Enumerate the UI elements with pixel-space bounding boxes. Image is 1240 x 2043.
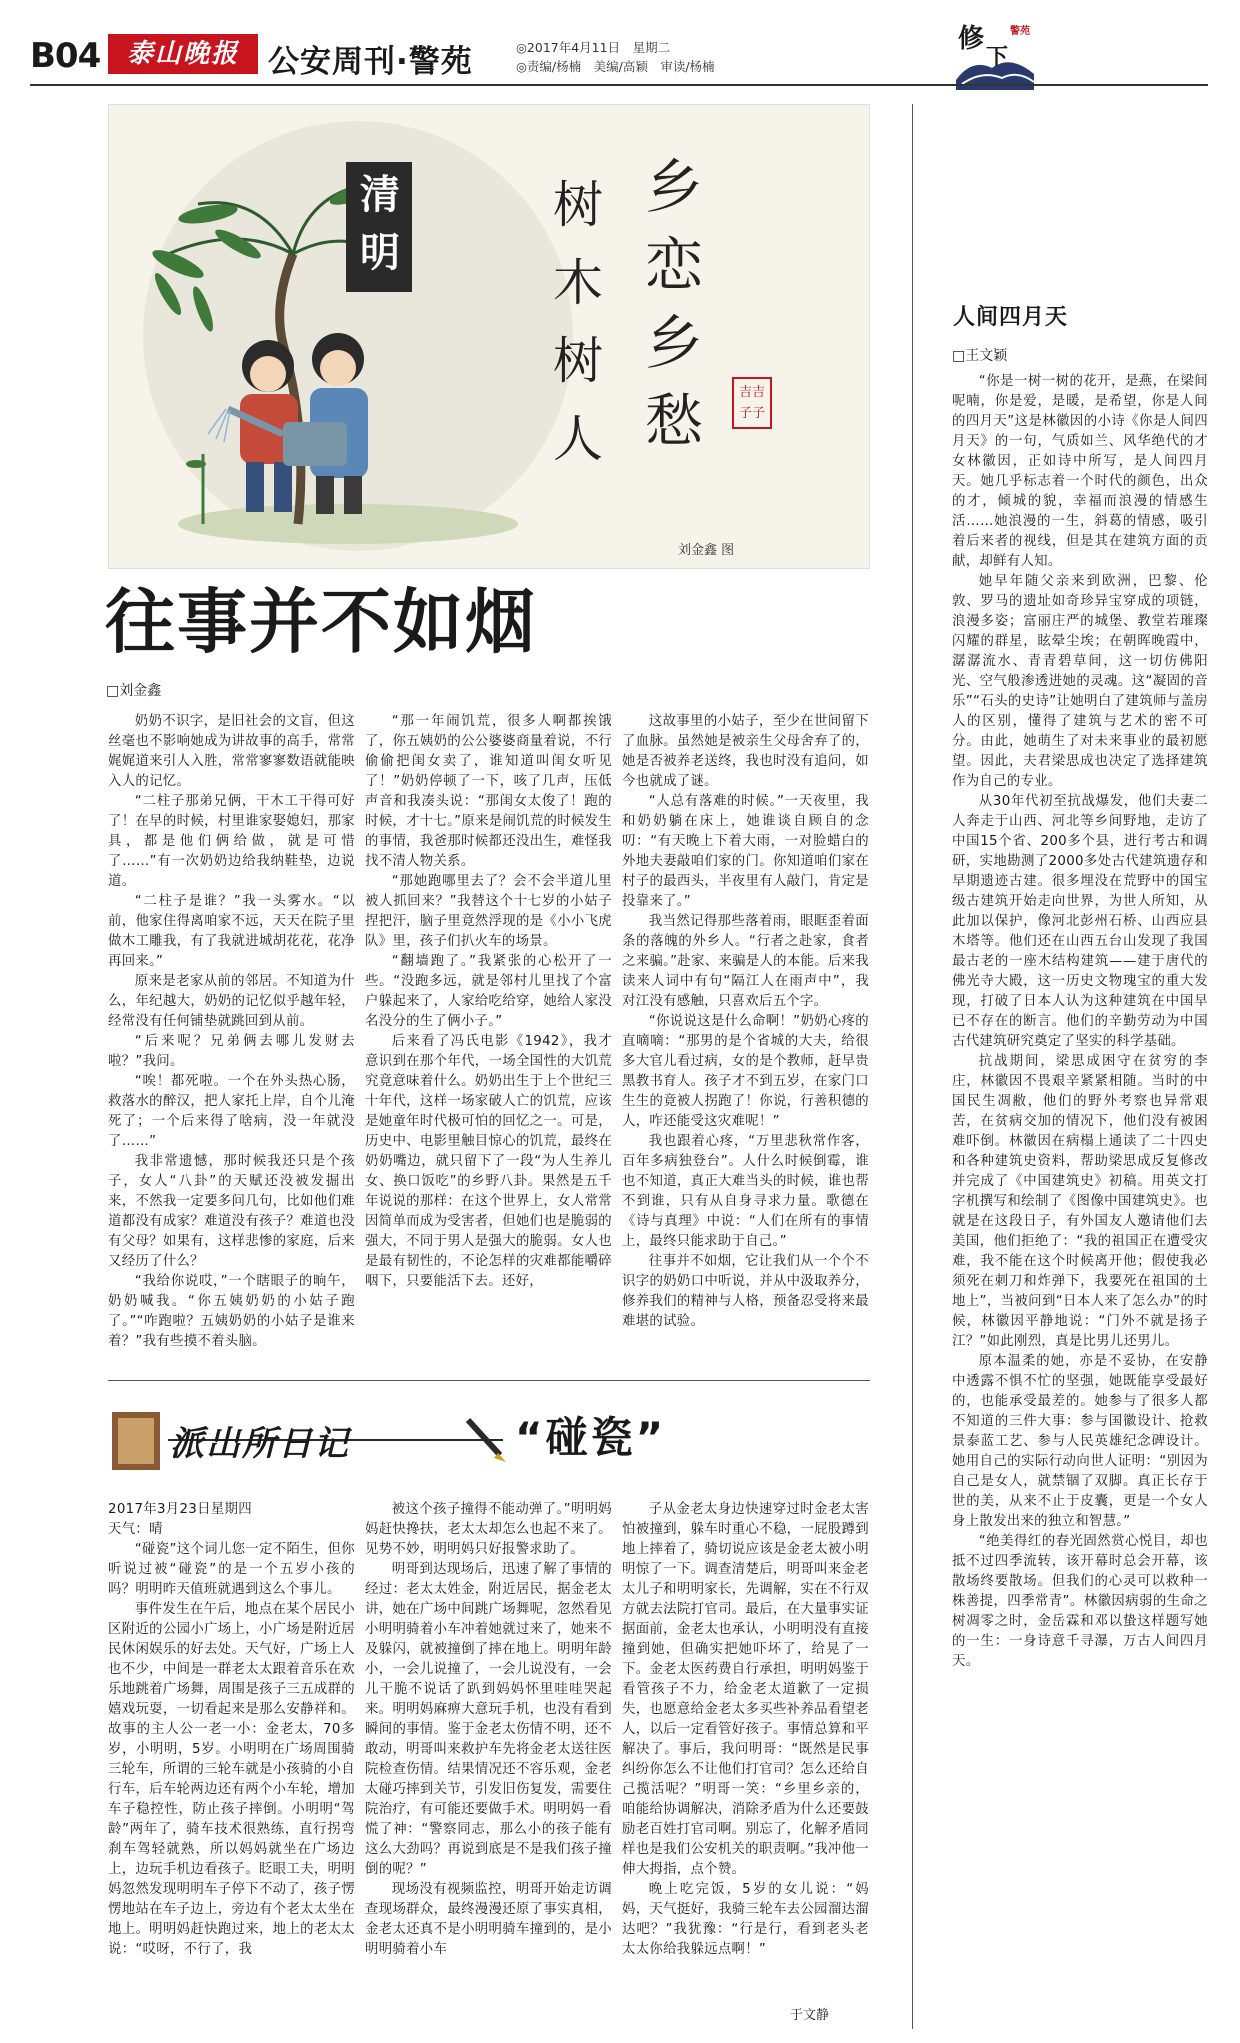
section-separator — [108, 1380, 870, 1381]
corner-badge-tag: 警苑 — [1010, 26, 1030, 37]
poem-char: 人 — [553, 410, 603, 468]
poem-char: 树 — [553, 332, 603, 390]
illustration-svg — [108, 104, 870, 569]
side-article-body — [952, 372, 1208, 2032]
header-meta — [516, 38, 715, 76]
qingming-char-2: 明 — [360, 229, 400, 276]
paragraph: “我给你说哎，”一个瞎眼子的晌午，奶奶喊我。“你五姨奶奶的小姑子跑了。”“咋跑啦？五姨奶奶的小姑子是谁来着？”我有些摸不着头脑。 — [108, 1274, 355, 1349]
paragraph: “那一年闹饥荒，很多人啊都挨饿了，你五姨奶的公公婆婆商量着说，不行偷偷把闺女卖了，谁知道叫闺女听见了！”奶奶停顿了一下，咳了几声，压低声音和我凑头说：“那闺女太俊了！跑的时候，才十七。”原来是闹饥荒的时候发生的事情，我爸那时候都还没出生，难怪我找不清人物关系。 — [365, 714, 612, 869]
poem-column-1 — [644, 148, 704, 460]
side-article-title: 人间四月天 — [953, 305, 1069, 330]
column-divider — [912, 104, 913, 2029]
paragraph: “你说说这是什么命啊！”奶奶心疼的直嘀嘀：“那男的是个省城的大夫，给很多大官儿看过病，女的是个教师，赶早贵黑教书育人。孩子才不到五岁，在家门口生生的竟被人拐跑了！你说，行善积德的人，咋还能受这灾难呢！” — [622, 1014, 869, 1129]
paragraph: 我当然记得那些落着雨，眼眶歪着面条的落魄的外乡人。“行者之赴家，食者之来骗。”赴家、来骗是人的本能。后来我读来人词中有句“隔江人在雨声中”，我对江没有感触，只喜欢后五个字。 — [622, 914, 869, 1009]
pen-icon — [468, 1420, 500, 1455]
diary-date: 2017年3月23日星期四 — [108, 1502, 252, 1517]
paragraph: “你是一树一树的花开，是燕，在梁间呢喃，你是爱，是暖，是希望，你是人间的四月天”这是林徽因的小诗《你是人间四月天》的一句，气质如兰、风华绝代的才女林徽因，正如诗中所写，是人间四月天。她几乎标志着一个时代的颜色，出众的才，倾城的貌，幸福而浪漫的情感生活……她浪漫的一生，斜葛的情感，吸引着后来者的视线，但是其在建筑方面的贡献，却鲜有人知。 — [952, 374, 1208, 569]
date-line: ◎2017年4月11日 星期二 — [516, 40, 671, 55]
corner-badge-char2: 下 — [986, 44, 1009, 70]
poem-char: 乡 — [644, 153, 703, 221]
diary-tag: 派出所日记 — [170, 1424, 350, 1464]
header-rule — [30, 84, 1208, 86]
paragraph: “人总有落难的时候。”一天夜里，我和奶奶躺在床上，她谁谈自顾自的念叨：“有天晚上下着大雨，一对脸蜡白的外地夫妻敲咱们家的门。你知道咱们家在村子的最西头，半夜里有人敲门，肯定是投靠来了。” — [622, 794, 869, 909]
paragraph: 从30年代初至抗战爆发，他们夫妻二人奔走于山西、河北等乡间野地，走访了中国15个省、200多个县，进行考古和调研，实地勘测了2000多处古代建筑遗存和早期遗迹古建。很多埋没在荒野中的国宝级古建筑开始走向世界，为世人所知，从此加以保护，像河北彭州石桥、山西应县木塔等。他们还在山西五台山发现了我国最古老的一座木结构建筑——建于唐代的佛光寺大殿，这一历史文物瑰宝的重大发现，打破了日本人认为这种建筑在中国早已不存在的断言。他们的辛勤劳动为中国古代建筑研究奠定了坚实的科学基础。 — [952, 794, 1208, 1049]
paragraph: 她早年随父亲来到欧洲，巴黎、伦敦、罗马的遗址如奇珍异宝穿成的项链，浪漫多姿；富丽庄严的城堡、教堂若璀璨闪耀的群星，眩晕尘埃；在朝晖晚霞中，潺潺流水、青青碧草间，这一切仿佛阳光、空气般渗透进她的灵魂。这“凝固的音乐”“石头的史诗”让她明白了建筑师与盖房人的区别，懂得了建筑与艺术的密不可分。由此，她萌生了对未来事业的最初愿望。因此，夫君梁思成也决定了选择建筑作为自己的专业。 — [952, 574, 1208, 789]
paragraph: 事件发生在午后，地点在某个居民小区附近的公园小广场上，小广场是附近居民休闲娱乐的好去处。天气好，广场上人也不少，中间是一群老太太跟着音乐在欢乐地跳着广场舞，周围是孩子三五成群的嬉戏玩耍，一切看起来是那么安静祥和。故事的主人公一老一小：金老太，70多岁，小明明，5岁。小明明在广场周围骑三轮车，所谓的三轮车就是小孩骑的小自行车，后车轮两边还有两个小车轮，增加车子稳控性，防止孩子摔倒。小明明“驾龄”两年了，骑车技术很熟练，直行拐弯刹车驾轻就熟，所以妈妈就坐在广场边上，边玩手机边看孩子。眨眼工夫，明明妈忽然发现明明车子停下不动了，孩子愣愣地站在车子边上，旁边有个老太太坐在地上。明明妈赶快跑过来，地上的老太太说：“哎呀，不行了，我 — [108, 1602, 355, 1957]
notebook-page — [118, 1418, 154, 1464]
article-column-3 — [622, 712, 869, 1362]
paragraph: 被这个孩子撞得不能动弹了。”明明妈妈赶快搀扶，老太太却怎么也起不来了。见势不妙，明明妈只好报警求助了。 — [365, 1502, 612, 1557]
paragraph: 这故事里的小姑子，至少在世间留下了血脉。虽然她是被亲生父母舍弃了的，她是否被养老送终，我也时没有追问，如今也就成了谜。 — [622, 714, 869, 789]
diary-column-3 — [622, 1500, 869, 2000]
paragraph: 抗战期间，梁思成困守在贫穷的李庄，林徽因不畏艰辛紧紧相随。当时的中国民生凋敝，他们的野外考察也异常艰苦，在贫病交加的情况下，他们没有被困难吓倒。林徽因在病榻上通读了二十四史和各种建筑史资料，帮助梁思成反复修改并完成了《中国建筑史》初稿。用英文打字机撰写和绘制了《图像中国建筑史》。也就是在这段日子，有外国友人邀请他们去美国，他们拒绝了：“我的祖国正在遭受灾难，我不能在这个时候离开他；假使我必须死在刺刀和炸弹下，我要死在祖国的土地上”，当被问到“日本人来了怎么办”的时候，林徽因平静地说：“门外不就是扬子江？”如此刚烈，真是比男儿还男儿。 — [952, 1054, 1208, 1349]
paragraph: 晚上吃完饭，5岁的女儿说：“妈妈，天气挺好，我骑三轮车去公园溜达溜达吧？”我犹豫：“行是行，看到老头老太太你给我躲远点啊！” — [622, 1882, 869, 1957]
illustration-credit: 刘金鑫 图 — [678, 543, 735, 558]
seal-text: 吉吉子子 — [738, 385, 765, 421]
page-number: B04 — [30, 36, 101, 76]
diary-column-2 — [365, 1500, 612, 2040]
article-column-1 — [108, 712, 355, 1362]
diary-column-1 — [108, 1500, 355, 2040]
qingming-illustration — [108, 104, 870, 569]
qingming-label — [358, 166, 402, 282]
poem-column-2 — [548, 166, 608, 478]
poem-char: 恋 — [644, 231, 703, 299]
paragraph: “翻墙跑了。”我紧张的心松开了一些。“没跑多远，就是邻村儿里找了个富户躲起来了，人家给吃给穿，她给人家没名没分的生了俩小子。” — [365, 954, 612, 1029]
diary-signature: 于文静 — [790, 2008, 830, 2023]
paragraph: 奶奶不识字，是旧社会的文盲，但这丝毫也不影响她成为讲故事的高手，常常娓娓道来引人入胜，常常寥寥数语就能映入人的记忆。 — [108, 714, 355, 789]
paragraph: 原本温柔的她，亦是不妥协，在安静中透露不惧不忙的坚强，她既能享受最好的，也能承受最差的。她参与了很多人都不知道的三件大事：参与国徽设计、抢救景泰蓝工艺、参与人民英雄纪念碑设计。她用自己的实际行动向世人证明：“别因为自己是女人，就禁锢了双脚。真正长存于世的美，从来不止于皮囊，更是一个女人身上散发出来的独立和智慧。” — [952, 1354, 1208, 1529]
paragraph: “后来呢？兄弟俩去哪儿发财去啦？”我问。 — [108, 1034, 355, 1069]
paragraph: 原来是老家从前的邻居。不知道为什么，年纪越大，奶奶的记忆似乎越年轻，经常没有任何铺垫就跳回到从前。 — [108, 974, 355, 1029]
poem-char: 木 — [553, 254, 603, 312]
newspaper-logo: 泰山晚报 — [108, 34, 258, 74]
paragraph: 往事并不如烟，它让我们从一个个不识字的奶奶口中听说，并从中汲取养分，修养我们的精神与人格，预备忍受将来最难堪的试验。 — [622, 1254, 869, 1329]
poem-char: 树 — [553, 176, 603, 234]
poem-char: 乡 — [644, 309, 703, 377]
paragraph: 子从金老太身边快速穿过时金老太害怕被撞到，躲车时重心不稳，一屁股蹲到地上摔着了，骑切说应该是金老太被小明明惊了一下。调查清楚后，明哥叫来金老太儿子和明明家长，先调解，实在不行双方就去法院打官司。最后，在大量事实证据面前，金老太也承认，小明明没有直接撞到她，但确实把她吓坏了，给晃了一下。金老太医药费自行承担，明明妈鉴于看管孩子不力，给金老太道歉了一定损失，也愿意给金老太多买些补养品看望老人，以后一定看管好孩子。事情总算和平解决了。事后，我问明哥：“既然是民事纠纷你怎么不让他们打官司？怎么还给自己揽活呢？”明哥一笑：“乡里乡亲的，咱能给协调解决，消除矛盾为什么还要鼓励老百姓打官司啊。别忘了，化解矛盾同样也是我们公安机关的职责啊。”我冲他一伸大拇指，点个赞。 — [622, 1502, 869, 1877]
paragraph: “碰瓷”这个词儿您一定不陌生，但你听说过被“碰瓷”的是一个五岁小孩的吗？明明昨天值班就遇到这么个事儿。 — [108, 1542, 355, 1597]
diary-weather: 天气：晴 — [108, 1522, 163, 1537]
corner-badge — [952, 18, 1038, 90]
paragraph: “二柱子那弟兄俩，干木工干得可好了！在早的时候，村里谁家娶媳妇，那家具，都是他们俩给做，就是可惜了……”有一次奶奶边给我纳鞋垫，边说道。 — [108, 794, 355, 889]
side-article-author: □王文颖 — [952, 348, 1008, 364]
paragraph: “唉！都死啦。一个在外头热心肠，救落水的醉汉，把人家托上岸，自个儿淹死了；一个后来得了啥病，没一年就没了……” — [108, 1074, 355, 1149]
paragraph: “那她跑哪里去了？会不会半道儿里被人抓回来？”我替这个十七岁的小姑子捏把汗，脑子里竟然浮现的是《小小飞虎队》里，孩子们扒火车的场景。 — [365, 874, 612, 949]
corner-badge-char1: 修 — [958, 24, 985, 54]
paragraph: 我非常遗憾，那时候我还只是个孩子，女人“八卦”的天赋还没被发掘出来，不然我一定要多问几句，比如他们难道都没有成家？难道没有孩子？难道也没有父母？如果有，这样悲惨的家庭，后来又经历了什么？ — [108, 1154, 355, 1269]
staff-line: ◎责编/杨楠 美编/高颖 审读/杨楠 — [516, 59, 715, 74]
paragraph: “二柱子是谁？”我一头雾水。“以前，他家住得离咱家不远，天天在院子里做木工雕我，有了我就进城胡花花，花净再回来。” — [108, 894, 355, 969]
paragraph: “绝美得红的春光固然赏心悦目，却也抵不过四季流转，该开幕时总会开幕，该散场终要散场。但我们的心灵可以救种一株善提，四季常青”。林徽因病弱的生命之树凋零之时，金岳霖和邓以蛰这样题写她的一生：一身诗意千寻瀑，万古人间四月天。 — [952, 1534, 1208, 1669]
paragraph: 后来看了冯氏电影《1942》，我才意识到在那个年代，一场全国性的大饥荒究竟意味着什么。奶奶出生于上个世纪三十年代，这样一场家破人亡的饥荒，应该是她童年时代极可怕的回忆之一。可是，历史中、电影里触目惊心的饥荒，最终在奶奶嘴边，就只留下了一段“为人生养儿女、换口饭吃”的乡野八卦。果然是五千年说说的那样：在这个世界上，女人常常因简单而成为受害者，但她们也是脆弱的强大，不同于男人是强大的脆弱。女人也是最有韧性的，不论怎样的灾难都能嚼碎咽下，只要能活下去。还好， — [365, 1034, 612, 1289]
article-author: □刘金鑫 — [106, 683, 162, 699]
article-column-2 — [365, 712, 612, 1362]
paragraph: 我也跟着心疼，“万里悲秋常作客，百年多病独登台”。人什么时候倒霉，谁也不知道，真正大难当头的时候，谁也帮不到谁，只有从自身寻求力量。歌德在《诗与真理》中说：“人们在所有的事情上，最终只能求助于自己。” — [622, 1134, 869, 1249]
sapling-leaf — [186, 460, 206, 468]
paragraph: 明哥到达现场后，迅速了解了事情的经过：老太太姓金，附近居民，据金老太讲，她在广场中间跳广场舞呢，忽然看见小明明骑着小车冲着她就过来了，她来不及躲闪，就被撞倒了摔在地上。明明年龄小，一会儿说撞了，一会儿说没有，一会儿干脆不说话了趴到妈妈怀里哇哇哭起来。明明妈麻痹大意玩手机，也没有看到瞬间的事情。鉴于金老太伤情不明，还不敢动，明哥叫来救护车先将金老太送往医院检查伤情。结果情况还不容乐观，金老太碰巧摔到关节，引发旧伤复发，需要住院治疗，有可能还要做手术。明明妈一看慌了神：“警察同志，那么小的孩子能有这么大劲吗？再说到底是不是我们孩子撞倒的呢？” — [365, 1562, 612, 1877]
section-title: 公安周刊·警苑 — [268, 44, 473, 80]
qingming-char-1: 清 — [360, 171, 400, 218]
paragraph: 现场没有视频监控，明哥开始走访调查现场群众，最终漫漫还原了事实真相，金老太还真不是小明明骑车撞到的，是小明明骑着小车 — [365, 1882, 612, 1957]
diary-title: “碰瓷” — [515, 1413, 667, 1462]
article-headline: 往事并不如烟 — [105, 581, 537, 663]
poem-char: 愁 — [644, 387, 703, 455]
